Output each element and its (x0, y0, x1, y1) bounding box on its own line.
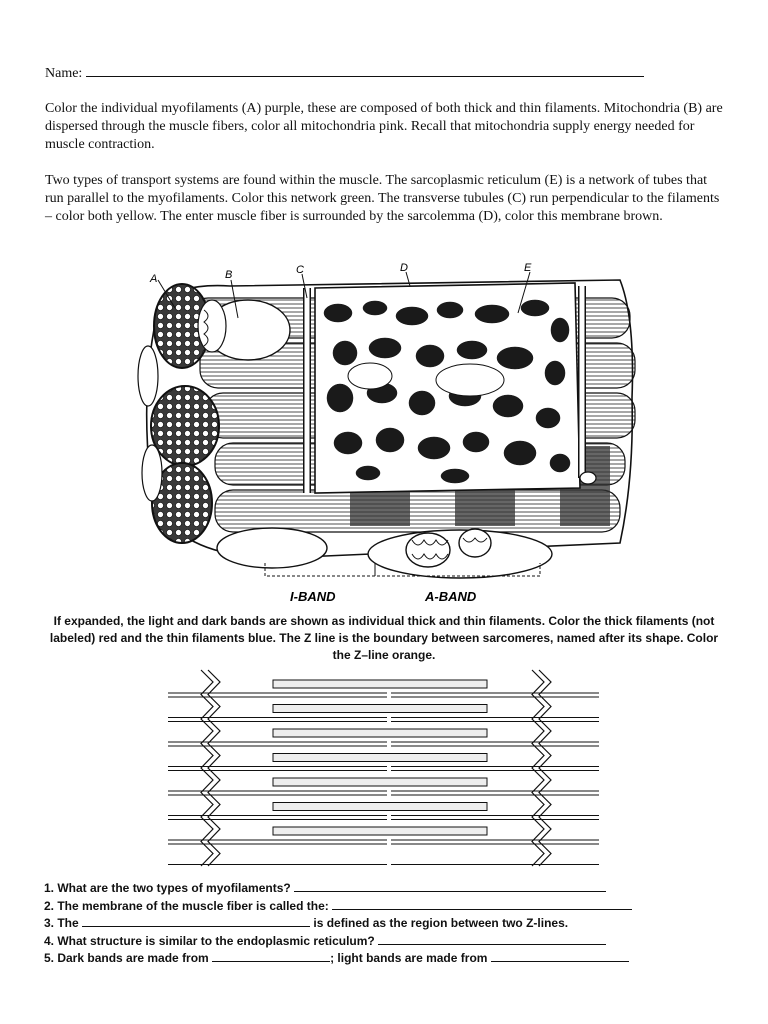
question-3-text-end: is defined as the region between two Z-lines. (313, 916, 569, 930)
question-2 (44, 898, 632, 916)
name-blank[interactable] (86, 64, 644, 77)
label-a: A (150, 273, 158, 285)
i-band-label: I-BAND (290, 589, 336, 604)
thick-filament (273, 705, 487, 713)
h-zone-gap (387, 839, 391, 845)
h-zone-gap (387, 864, 391, 869)
thick-filament (273, 729, 487, 737)
thick-filament (273, 778, 487, 786)
z-line (532, 670, 544, 866)
question-3 (44, 915, 632, 933)
questions-section (44, 880, 632, 968)
muscle-fiber-illustration (120, 258, 640, 613)
thick-filament (273, 803, 487, 811)
name-field (45, 64, 644, 83)
z-lines (201, 670, 551, 866)
h-zone-gap (387, 815, 391, 821)
label-b: B (225, 269, 233, 281)
a-band-label: A-BAND (425, 589, 477, 604)
instructions-paragraph-2: Two types of transport systems are found within the muscle. The sarcoplasmic reticulum (E) is a network of tubes that run parallel to the myofilaments. Color this network green. The transverse tubules (C) run perpendicular to the filaments – color both yellow. The enter muscle fiber is surrounded by the sarcolemma (D), color this membrane brown. (45, 173, 720, 224)
question-1 (44, 880, 632, 898)
z-line (208, 670, 220, 866)
question-1-answer-blank[interactable] (294, 880, 606, 892)
sarcomere-diagram (165, 668, 605, 868)
h-zone-gap (387, 790, 391, 796)
sarcoplasmic-reticulum-network (315, 283, 580, 493)
figure-caption: If expanded, the light and dark bands are shown as individual thick and thin filaments. Color the thick filaments (not labeled) red and the thin filaments blue. The Z line is the boundary between sarcomeres, named after its shape. Color the Z–line orange. (49, 614, 719, 662)
thick-filament (273, 680, 487, 688)
question-5-dark-blank[interactable] (212, 950, 330, 962)
question-4 (44, 933, 632, 951)
question-4-answer-blank[interactable] (378, 933, 606, 945)
question-2-answer-blank[interactable] (332, 898, 632, 910)
question-2-text: 2. The membrane of the muscle fiber is called the: (44, 898, 329, 913)
question-3-text-start: 3. The (44, 916, 79, 930)
thick-filaments (273, 680, 487, 835)
question-5-light-blank[interactable] (491, 950, 629, 962)
label-c: C (296, 264, 304, 276)
question-1-text: 1. What are the two types of myofilaments? (44, 881, 291, 895)
z-line (539, 670, 551, 866)
h-zone-gap (387, 741, 391, 747)
label-d: D (400, 262, 408, 274)
question-3-answer-blank[interactable] (82, 915, 310, 927)
h-zone-gap (387, 766, 391, 772)
question-5-text-mid: ; light bands are made from (330, 951, 488, 965)
question-4-text: 4. What structure is similar to the endoplasmic reticulum? (44, 933, 375, 948)
thick-filament (273, 754, 487, 762)
h-zone-gap (387, 717, 391, 723)
label-e: E (524, 262, 532, 274)
z-line (201, 670, 213, 866)
instructions-paragraph-1: Color the individual myofilaments (A) purple, these are composed of both thick and thin filaments. Mitochondria (B) are dispersed through the muscle fibers, color all mitochondria pink. Recall that mitochondria supply energy needed for muscle contraction. (45, 101, 723, 152)
thick-filament (273, 827, 487, 835)
h-zone-gap (387, 692, 391, 698)
name-label: Name: (45, 66, 83, 81)
question-5-text-start: 5. Dark bands are made from (44, 951, 209, 965)
question-5 (44, 950, 632, 968)
